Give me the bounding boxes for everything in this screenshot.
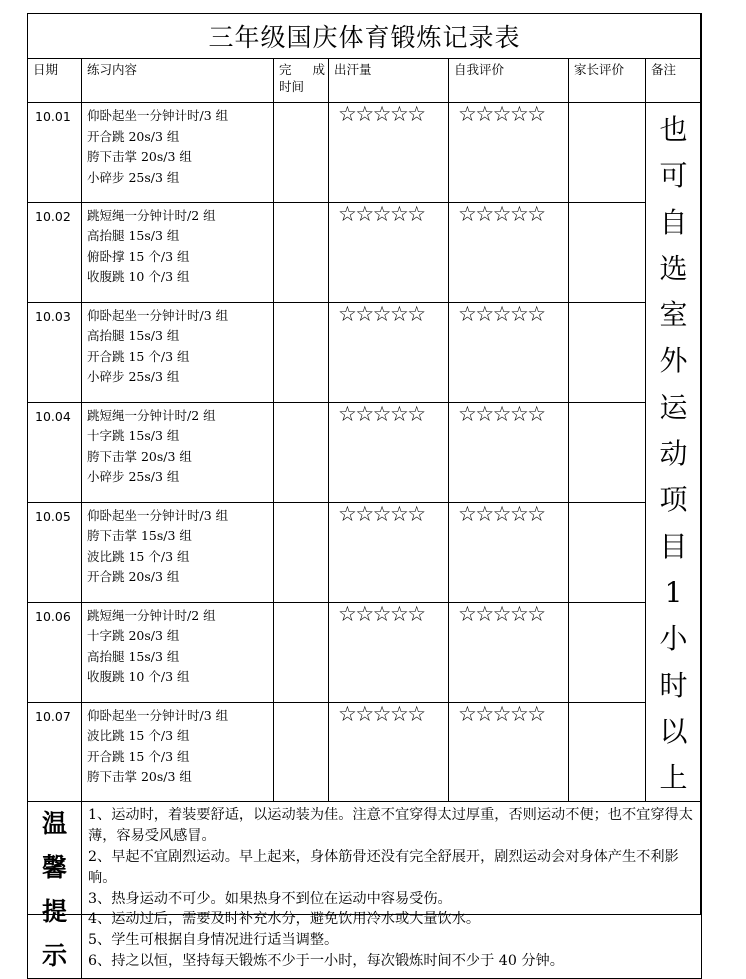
tip-item: 5、学生可根据自身情况进行适当调整。 (88, 932, 339, 949)
date-cell: 10.05 (28, 502, 82, 602)
exercise-item: 仰卧起坐一分钟计时/3 组 (87, 108, 229, 123)
exercise-list (82, 302, 274, 402)
tips-row (28, 802, 702, 979)
sweat-stars[interactable]: ☆☆☆☆☆ (329, 402, 449, 502)
tips-label-char: 示 (41, 941, 67, 971)
tip-item: 4、运动过后，需要及时补充水分，避免饮用冷水或大量饮水。 (88, 911, 481, 928)
sweat-stars[interactable]: ☆☆☆☆☆ (329, 302, 449, 402)
remark-char: 可 (659, 159, 688, 193)
header-done-a: 完 (279, 62, 292, 77)
exercise-item: 仰卧起坐一分钟计时/3 组 (87, 707, 229, 723)
exercise-item: 开合跳 15 个/3 组 (87, 748, 190, 764)
tips-label (28, 802, 82, 979)
self-eval-stars[interactable]: ☆☆☆☆☆ (449, 202, 569, 302)
date-cell: 10.01 (28, 103, 82, 203)
exercise-item: 十字跳 15s/3 组 (87, 428, 180, 444)
sweat-stars[interactable]: ☆☆☆☆☆ (329, 602, 449, 702)
tip-item: 1、运动时，着装要舒适，以运动装为佳。注意不宜穿得太过厚重，否则运动不便；也不宜穿得太薄，容易受风感冒。 (88, 807, 693, 845)
self-eval-stars[interactable]: ☆☆☆☆☆ (449, 702, 569, 802)
header-done-b: 成 (312, 62, 325, 77)
table-row (28, 702, 702, 802)
done-time-cell[interactable] (274, 702, 329, 802)
done-time-cell[interactable] (274, 103, 329, 203)
header-done-time (274, 59, 329, 103)
parent-eval-cell[interactable] (569, 202, 646, 302)
self-eval-stars[interactable]: ☆☆☆☆☆ (449, 103, 569, 203)
parent-eval-cell[interactable] (569, 302, 646, 402)
exercise-item: 十字跳 20s/3 组 (87, 628, 180, 644)
remark-char: 自 (659, 205, 688, 239)
exercise-item: 跳短绳一分钟计时/2 组 (87, 607, 216, 623)
date-cell: 10.02 (28, 202, 82, 302)
exercise-item: 胯下击掌 20s/3 组 (87, 769, 192, 785)
parent-eval-cell[interactable] (569, 502, 646, 602)
parent-eval-cell[interactable] (569, 602, 646, 702)
exercise-item: 开合跳 15 个/3 组 (87, 348, 190, 364)
remark-char: 运 (659, 390, 688, 424)
date-cell: 10.06 (28, 602, 82, 702)
exercise-item: 小碎步 25s/3 组 (87, 469, 180, 485)
exercise-item: 俯卧撑 15 个/3 组 (87, 248, 190, 264)
self-eval-stars[interactable]: ☆☆☆☆☆ (449, 602, 569, 702)
done-time-cell[interactable] (274, 402, 329, 502)
sweat-stars[interactable]: ☆☆☆☆☆ (329, 202, 449, 302)
remark-char: 1 (664, 575, 683, 609)
sweat-stars[interactable]: ☆☆☆☆☆ (329, 103, 449, 203)
exercise-item: 跳短绳一分钟计时/2 组 (87, 407, 216, 423)
exercise-list (82, 402, 274, 502)
exercise-item: 波比跳 15 个/3 组 (87, 548, 190, 564)
record-sheet (27, 13, 701, 971)
table-row (28, 302, 702, 402)
exercise-list (82, 202, 274, 302)
exercise-list (82, 702, 274, 802)
remark-char: 以 (659, 714, 688, 748)
remark-cell (646, 103, 702, 802)
exercise-list (82, 103, 274, 203)
header-row (28, 59, 702, 103)
exercise-item: 高抬腿 15s/3 组 (87, 328, 180, 344)
exercise-item: 收腹跳 10 个/3 组 (87, 669, 190, 685)
exercise-item: 开合跳 20s/3 组 (87, 569, 180, 585)
table-row (28, 402, 702, 502)
self-eval-stars[interactable]: ☆☆☆☆☆ (449, 402, 569, 502)
exercise-item: 胯下击掌 15s/3 组 (87, 528, 192, 544)
tips-label-char: 馨 (41, 853, 67, 883)
table-row (28, 502, 702, 602)
tip-item: 3、热身运动不可少。如果热身不到位在运动中容易受伤。 (88, 890, 452, 907)
page-title: 三年级国庆体育锻炼记录表 (28, 14, 702, 59)
exercise-item: 仰卧起坐一分钟计时/3 组 (87, 507, 229, 523)
exercise-list (82, 502, 274, 602)
exercise-item: 小碎步 25s/3 组 (87, 169, 180, 185)
self-eval-stars[interactable]: ☆☆☆☆☆ (449, 302, 569, 402)
remark-char: 也 (659, 113, 688, 146)
table-row (28, 202, 702, 302)
remark-char: 选 (659, 251, 688, 285)
parent-eval-cell[interactable] (569, 402, 646, 502)
sweat-stars[interactable]: ☆☆☆☆☆ (329, 702, 449, 802)
done-time-cell[interactable] (274, 302, 329, 402)
remark-char: 项 (659, 483, 688, 517)
exercise-item: 开合跳 20s/3 组 (87, 128, 180, 144)
exercise-item: 跳短绳一分钟计时/2 组 (87, 207, 216, 223)
exercise-item: 胯下击掌 20s/3 组 (87, 149, 192, 164)
remark-char: 动 (659, 437, 688, 471)
header-remark: 备注 (646, 59, 702, 103)
tips-body (82, 802, 702, 979)
date-cell: 10.07 (28, 702, 82, 802)
exercise-item: 高抬腿 15s/3 组 (87, 648, 180, 664)
exercise-item: 收腹跳 10 个/3 组 (87, 269, 190, 285)
tip-item: 6、持之以恒，坚持每天锻炼不少于一小时，每次锻炼时间不少于 40 分钟。 (88, 953, 564, 970)
exercise-item: 小碎步 25s/3 组 (87, 369, 180, 385)
header-date: 日期 (28, 59, 82, 103)
remark-char: 时 (659, 668, 688, 702)
self-eval-stars[interactable]: ☆☆☆☆☆ (449, 502, 569, 602)
header-done-c: 时间 (279, 78, 305, 94)
remark-char: 室 (659, 298, 688, 332)
sweat-stars[interactable]: ☆☆☆☆☆ (329, 502, 449, 602)
date-cell: 10.04 (28, 402, 82, 502)
remark-char: 小 (659, 622, 688, 656)
remark-char: 上 (659, 761, 688, 795)
remark-char: 目 (659, 529, 688, 563)
exercise-list (82, 602, 274, 702)
tip-item: 2、早起不宜剧烈运动。早上起来，身体筋骨还没有完全舒展开，剧烈运动会对身体产生不利影响。 (88, 849, 679, 886)
table-row (28, 602, 702, 702)
parent-eval-cell[interactable] (569, 103, 646, 203)
date-cell: 10.03 (28, 302, 82, 402)
header-self-eval: 自我评价 (449, 59, 569, 103)
parent-eval-cell[interactable] (569, 702, 646, 802)
header-content: 练习内容 (82, 59, 274, 103)
tips-label-char: 提 (41, 897, 67, 927)
exercise-item: 波比跳 15 个/3 组 (87, 728, 190, 744)
done-time-cell[interactable] (274, 502, 329, 602)
remark-char: 外 (659, 344, 688, 378)
table-row (28, 103, 702, 203)
exercise-item: 高抬腿 15s/3 组 (87, 228, 180, 244)
done-time-cell[interactable] (274, 202, 329, 302)
tips-label-char: 温 (41, 809, 67, 839)
done-time-cell[interactable] (274, 602, 329, 702)
header-parent-eval: 家长评价 (569, 59, 646, 103)
exercise-item: 仰卧起坐一分钟计时/3 组 (87, 307, 229, 323)
exercise-item: 胯下击掌 20s/3 组 (87, 448, 192, 464)
header-sweat: 出汗量 (329, 59, 449, 103)
exercise-record-table (27, 13, 702, 979)
